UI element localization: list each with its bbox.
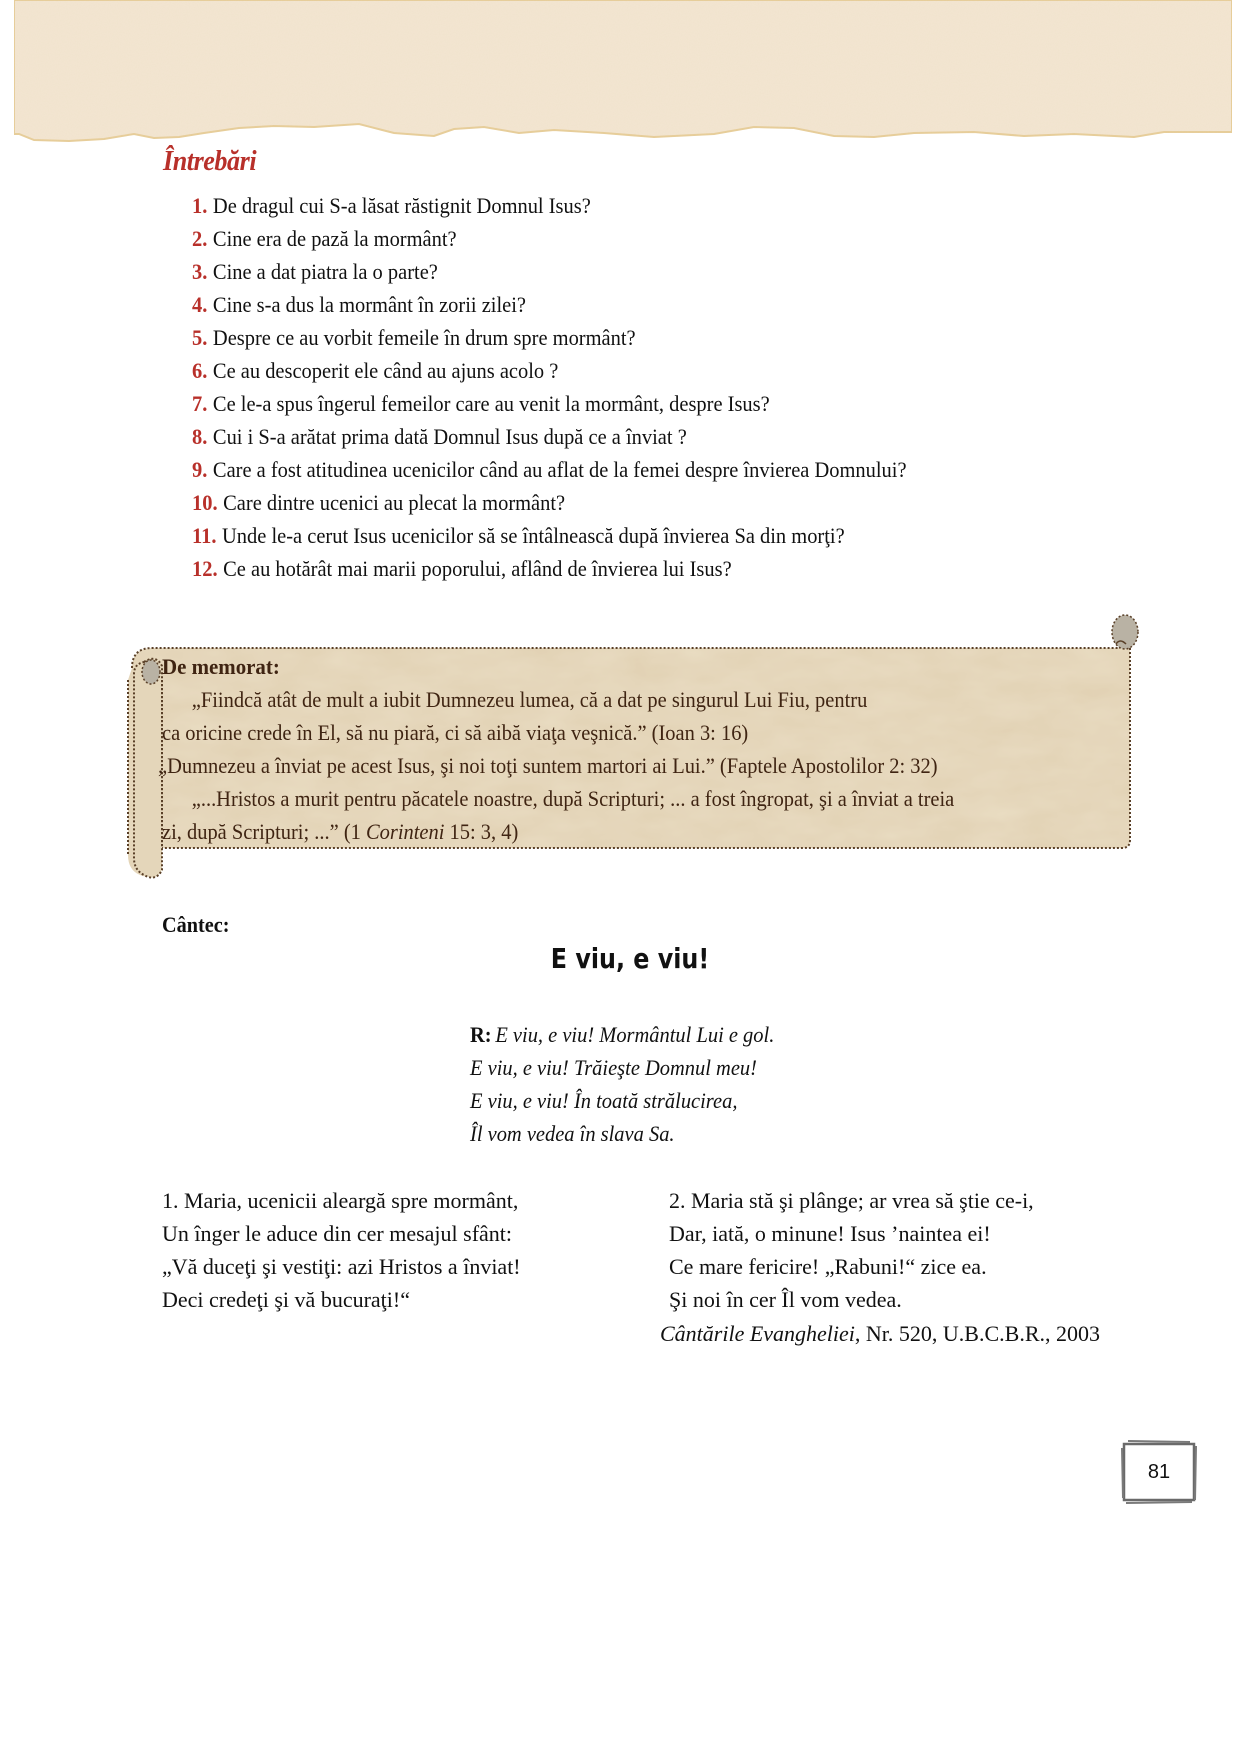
questions-heading: Întrebări xyxy=(163,145,257,177)
question-text: Cine a dat piatra la o parte? xyxy=(212,259,438,284)
question-text: Cine s-a dus la mormânt în zorii zilei? xyxy=(212,292,527,317)
verse-line: Deci credeţi şi vă bucuraţi!“ xyxy=(162,1287,410,1312)
question-number: 5. xyxy=(192,325,208,350)
questions-list xyxy=(192,189,960,585)
question-item xyxy=(192,387,907,420)
refrain-line: E viu, e viu! În toată strălucirea, xyxy=(470,1088,738,1113)
torn-paper-header xyxy=(14,0,1232,150)
song-title: E viu, e viu! xyxy=(550,942,710,975)
refrain-tag: R: xyxy=(470,1022,492,1047)
question-text: Despre ce au vorbit femeile în drum spre mormânt? xyxy=(212,325,636,350)
memory-verse-content xyxy=(158,650,1122,848)
question-item xyxy=(192,552,907,585)
memo-line: ca oricine crede în El, să nu piară, ci să aibă viaţa veşnică.” (Ioan 3: 16) xyxy=(162,720,749,745)
verse-line: „Vă duceţi şi vestiţi: azi Hristos a înviat! xyxy=(162,1254,521,1279)
question-item xyxy=(192,189,907,222)
song-attribution xyxy=(660,1317,1100,1350)
refrain-text: E viu, e viu! Mormântul Lui e gol. xyxy=(495,1022,775,1047)
refrain-line: Îl vom vedea în slava Sa. xyxy=(470,1121,675,1146)
song-verse-1 xyxy=(162,1184,521,1316)
question-text: Ce le-a spus îngerul femeilor care au venit la mormânt, despre Isus? xyxy=(212,391,770,416)
question-number: 9. xyxy=(192,457,208,482)
song-label: Cântec: xyxy=(162,912,230,937)
memo-ref-prefix: zi, după Scripturi; ...” (1 xyxy=(162,819,366,844)
question-number: 8. xyxy=(192,424,208,449)
question-number: 12. xyxy=(192,556,218,581)
question-item xyxy=(192,222,907,255)
memo-title: De memorat: xyxy=(162,654,280,679)
verse-line: 1. Maria, ucenicii aleargă spre mormânt, xyxy=(162,1188,519,1213)
song-refrain xyxy=(470,1018,797,1150)
page-number: 81 xyxy=(1147,1461,1171,1483)
question-text: Unde le-a cerut Isus ucenicilor să se întâlnească după învierea Sa din morţi? xyxy=(222,523,845,548)
question-item xyxy=(192,354,907,387)
question-number: 1. xyxy=(192,193,208,218)
question-text: Ce au descoperit ele când au ajuns acolo ? xyxy=(212,358,559,383)
question-item xyxy=(192,453,907,486)
memo-line xyxy=(162,815,1055,848)
question-item xyxy=(192,420,907,453)
question-item xyxy=(192,519,907,552)
verse-line: Un înger le aduce din cer mesajul sfânt: xyxy=(162,1221,513,1246)
question-item xyxy=(192,288,907,321)
question-text: Ce au hotărât mai marii poporului, aflând de învierea lui Isus? xyxy=(223,556,732,581)
refrain-line: E viu, e viu! Trăieşte Domnul meu! xyxy=(470,1055,757,1080)
verse-line: Şi noi în cer Îl vom vedea. xyxy=(669,1287,902,1312)
question-item xyxy=(192,321,907,354)
memo-line: „Dumnezeu a înviat pe acest Isus, şi noi toţi suntem martori ai Lui.” (Faptele Apostolilor 2: 32) xyxy=(158,753,938,778)
question-number: 4. xyxy=(192,292,208,317)
refrain-line xyxy=(470,1018,774,1051)
question-number: 6. xyxy=(192,358,208,383)
question-number: 2. xyxy=(192,226,208,251)
page-number-box xyxy=(1118,1438,1200,1506)
verse-line: Ce mare fericire! „Rabuni!“ zice ea. xyxy=(669,1254,987,1279)
songbook-details: , Nr. 520, U.B.C.B.R., 2003 xyxy=(854,1321,1100,1346)
question-text: Cui i S-a arătat prima dată Domnul Isus după ce a înviat ? xyxy=(212,424,687,449)
memo-ref-book: Corinteni xyxy=(365,819,445,844)
question-number: 3. xyxy=(192,259,208,284)
memo-ref-suffix: 15: 3, 4) xyxy=(444,819,519,844)
question-text: Care a fost atitudinea ucenicilor când au aflat de la femei despre învierea Domnului? xyxy=(212,457,907,482)
memo-line: „...Hristos a murit pentru păcatele noastre, după Scripturi; ... a fost îngropat, şi a înviat a treia xyxy=(191,786,955,811)
question-item xyxy=(192,486,907,519)
question-text: Care dintre ucenici au plecat la mormânt? xyxy=(223,490,566,515)
question-number: 7. xyxy=(192,391,208,416)
songbook-title: Cântările Evangheliei xyxy=(660,1321,855,1346)
verse-line: Dar, iată, o minune! Isus ’naintea ei! xyxy=(669,1221,991,1246)
question-text: Cine era de pază la mormânt? xyxy=(212,226,457,251)
memo-line: „Fiindcă atât de mult a iubit Dumnezeu lumea, că a dat pe singurul Lui Fiu, pentru xyxy=(191,687,868,712)
question-number: 10. xyxy=(192,490,218,515)
question-text: De dragul cui S-a lăsat răstignit Domnul Isus? xyxy=(212,193,591,218)
song-verse-2 xyxy=(669,1184,1034,1316)
question-item xyxy=(192,255,907,288)
verse-line: 2. Maria stă şi plânge; ar vrea să ştie ce-i, xyxy=(669,1188,1034,1213)
question-number: 11. xyxy=(192,523,217,548)
